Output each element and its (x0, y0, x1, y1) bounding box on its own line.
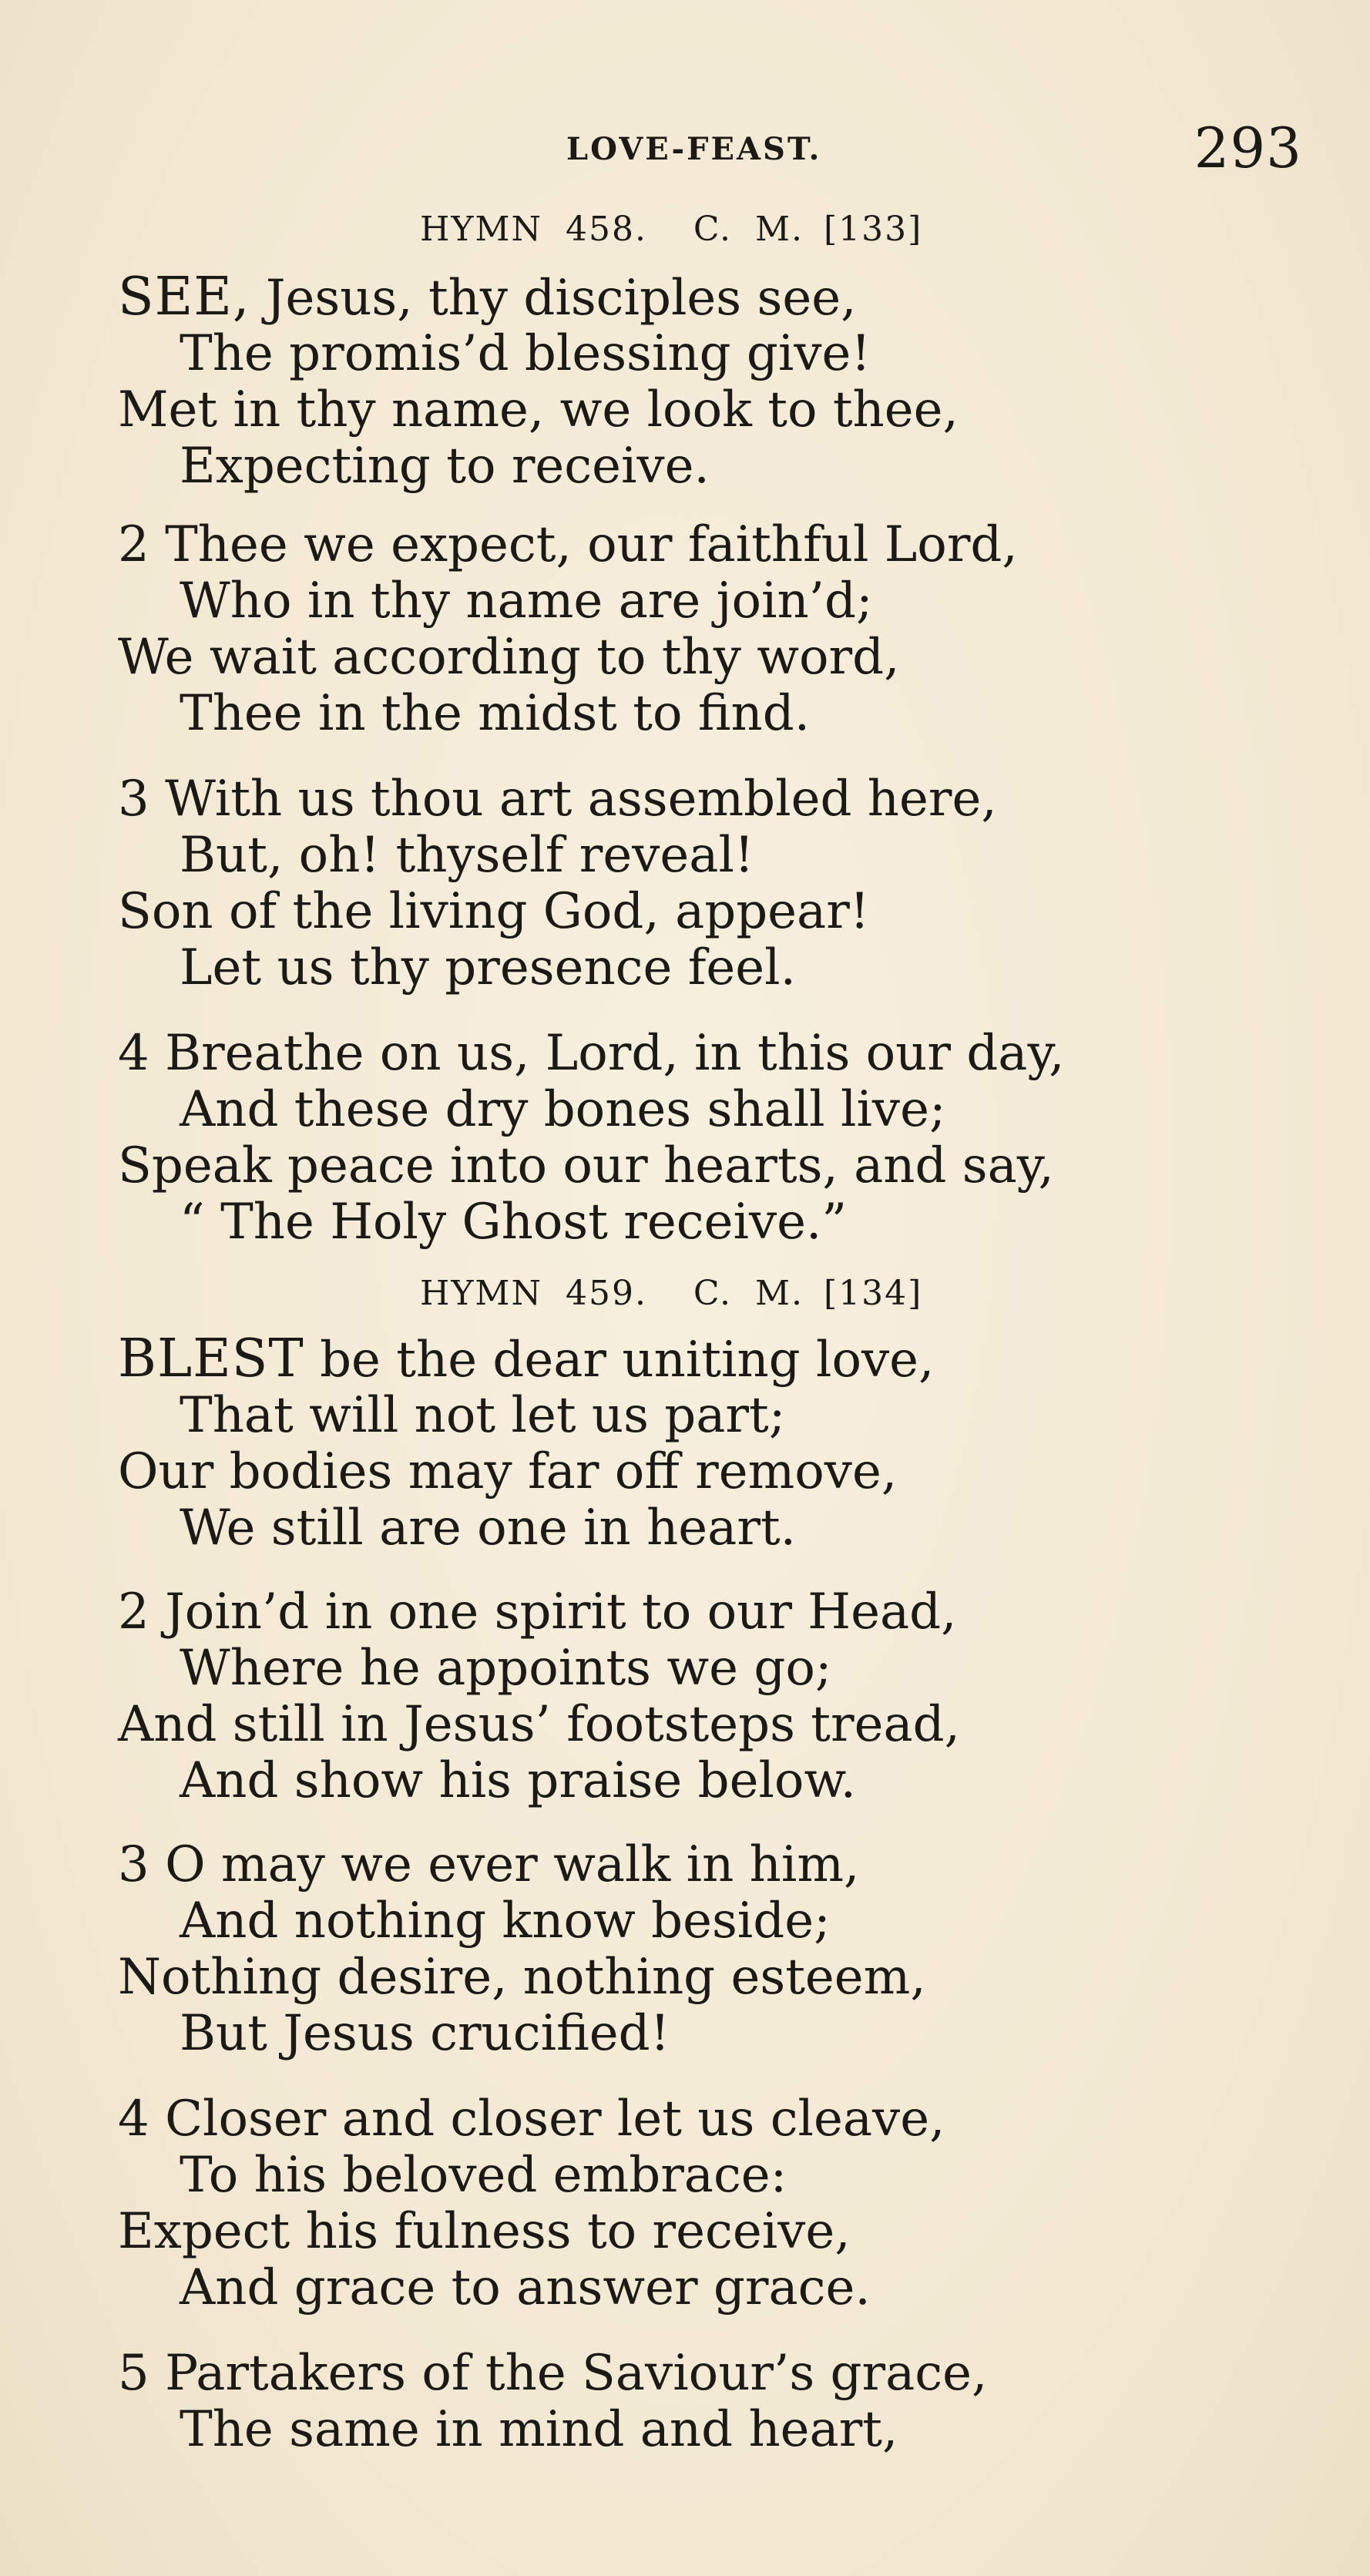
verse-line: The promis’d blessing give! (180, 325, 871, 382)
verse-line: 3 O may we ever walk in him, (118, 1836, 860, 1893)
verse-line: And still in Jesus’ footsteps tread, (118, 1696, 960, 1753)
verse-line: Our bodies may far off remove, (118, 1443, 898, 1500)
verse-line: But, oh! thyself reveal! (180, 827, 754, 884)
verse-line: 4 Breathe on us, Lord, in this our day, (118, 1025, 1065, 1082)
verse-line: Let us thy presence feel. (180, 939, 796, 996)
verse-line: And grace to answer grace. (180, 2259, 871, 2316)
verse-line: That will not let us part; (180, 1387, 786, 1444)
hymn-459-heading (420, 1274, 922, 1313)
verse-line: Nothing desire, nothing esteem, (118, 1949, 926, 2006)
verse-line: Who in thy name are join’d; (180, 573, 873, 630)
verse-line: Son of the living God, appear! (118, 883, 870, 940)
hymn-first-word: SEE, (118, 267, 250, 327)
verse-line: 3 With us thou art assembled here, (118, 771, 997, 828)
verse-line: And nothing know beside; (180, 1893, 831, 1950)
tune-number: [134] (824, 1274, 923, 1313)
verse-line: Thee in the midst to find. (180, 685, 811, 742)
verse-line: To his beloved embrace: (180, 2147, 787, 2204)
verse-line: 5 Partakers of the Saviour’s grace, (118, 2345, 988, 2402)
verse-line: Expecting to receive. (180, 438, 710, 495)
verse-line: 2 Join’d in one spirit to our Head, (118, 1584, 957, 1641)
page-number: 293 (1194, 116, 1302, 180)
verse-line: SEE, Jesus, thy disciples see, (118, 267, 857, 327)
verse-line: Speak peace into our hearts, and say, (118, 1137, 1054, 1194)
verse-line: BLEST be the dear uniting love, (118, 1328, 935, 1389)
verse-line: The same in mind and heart, (180, 2401, 898, 2458)
hymn-first-word: BLEST (118, 1328, 304, 1389)
verse-line: We still are one in heart. (180, 1500, 796, 1557)
hymn-458-heading (420, 210, 922, 249)
verse-line: Expect his fulness to receive, (118, 2203, 851, 2260)
verse-line: Where he appoints we go; (180, 1640, 832, 1697)
verse-line: “ The Holy Ghost receive.” (180, 1194, 848, 1251)
verse-line: And show his praise below. (180, 1752, 856, 1809)
verse-line: And these dry bones shall live; (180, 1081, 946, 1138)
verse-line: 2 Thee we expect, our faithful Lord, (118, 516, 1018, 573)
hymn-heading-text: HYMN 458. C. M. (420, 210, 804, 249)
verse-line: We wait according to thy word, (118, 629, 900, 686)
verse-line: 4 Closer and closer let us cleave, (118, 2091, 945, 2148)
running-head: LOVE-FEAST. (566, 131, 822, 167)
tune-number: [133] (824, 210, 923, 249)
hymn-heading-text: HYMN 459. C. M. (420, 1274, 804, 1313)
verse-line: Met in thy name, we look to thee, (118, 381, 959, 438)
verse-line: But Jesus crucified! (180, 2005, 670, 2062)
